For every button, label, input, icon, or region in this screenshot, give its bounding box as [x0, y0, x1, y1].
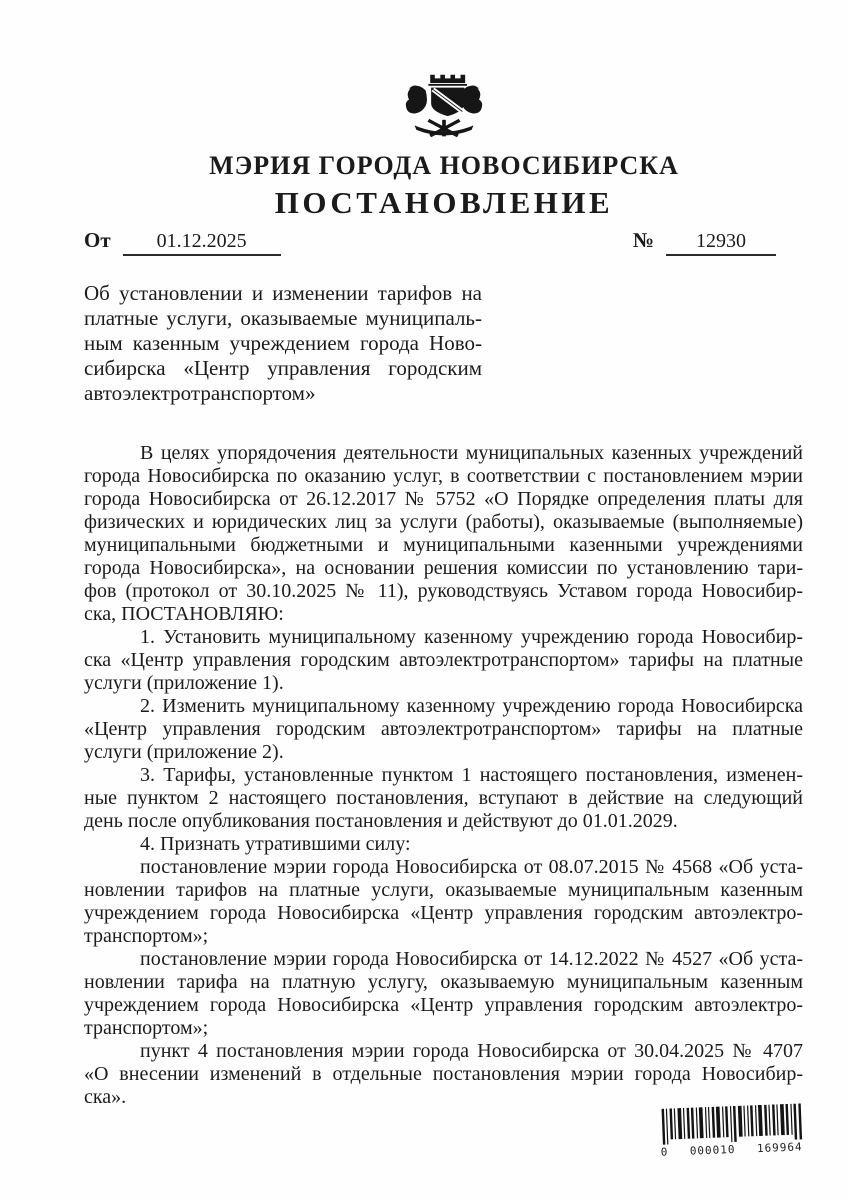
- barcode-digit-group: 169964: [756, 1140, 803, 1156]
- text-line: новлении тарифов на платные услуги, оказываемые муниципальным казенным: [84, 879, 803, 901]
- subject-line: сибирска «Центр управления городским: [84, 356, 482, 380]
- paragraph: [84, 1040, 803, 1109]
- text-line: транспортом»;: [84, 1017, 209, 1039]
- number-value: 12930: [666, 230, 776, 256]
- text-line: города Новосибирска от 26.12.2017 № 5752 «О Порядке определения платы для: [84, 488, 803, 510]
- subject-line: Об установлении и изменении тарифов на: [84, 281, 482, 305]
- paragraph: [84, 856, 803, 948]
- subject-line: ным казенным учреждением города Ново-: [84, 331, 482, 355]
- date-number-row: [84, 228, 802, 256]
- text-line: учреждением города Новосибирска «Центр управления городским автоэлектро-: [84, 902, 803, 924]
- text-line: транспортом»;: [84, 925, 209, 947]
- paragraph: [84, 833, 803, 856]
- document-header: [20, 68, 848, 221]
- paragraph: [84, 442, 803, 626]
- text-line: 3. Тарифы, установленные пунктом 1 настоящего постановления, изменен-: [140, 764, 803, 786]
- text-line: 2. Изменить муниципальному казенному учреждению города Новосибирска: [140, 695, 803, 717]
- org-name: МЭРИЯ ГОРОДА НОВОСИБИРСКА: [209, 151, 679, 180]
- subject-line: платные услуги, оказываемые муниципаль-: [84, 306, 482, 330]
- text-line: муниципальными бюджетными и муниципальными казенными учреждениями: [84, 534, 803, 556]
- body: [84, 442, 803, 1109]
- coat-of-arms-icon: [398, 68, 490, 144]
- number-group: [633, 228, 776, 256]
- date-label: От: [84, 228, 111, 252]
- text-line: постановление мэрии города Новосибирска от 08.07.2015 № 4568 «Об уста-: [140, 856, 803, 878]
- text-line: 4. Признать утратившими силу:: [140, 833, 411, 855]
- text-line: фов (протокол от 30.10.2025 № 11), руководствуясь Уставом города Новосибир-: [84, 580, 803, 602]
- barcode-digit-group: 000010: [689, 1142, 736, 1158]
- text-line: физических и юридических лиц за услуги (работы), оказываемые (выполняемые): [84, 511, 803, 533]
- barcode: [659, 1103, 807, 1159]
- text-line: день после опубликования постановления и действуют до 01.01.2029.: [84, 810, 678, 832]
- text-line: ска «Центр управления городским автоэлектротранспортом» тарифы на платные: [84, 649, 803, 671]
- text-line: ска, ПОСТАНОВЛЯЮ:: [84, 603, 284, 625]
- barcode-bars-icon: [659, 1103, 806, 1146]
- text-line: ска».: [84, 1086, 127, 1108]
- paragraph: [84, 695, 803, 764]
- text-line: В целях упорядочения деятельности муниципальных казенных учреждений: [140, 442, 803, 464]
- text-line: услуги (приложение 2).: [84, 741, 284, 763]
- text-line: 1. Установить муниципальному казенному учреждению города Новосибир-: [140, 626, 803, 648]
- text-line: постановление мэрии города Новосибирска от 14.12.2022 № 4527 «Об уста-: [140, 948, 803, 970]
- text-line: услуги (приложение 1).: [84, 672, 284, 694]
- paragraph: [84, 764, 803, 833]
- barcode-digit-group: 0: [660, 1145, 669, 1159]
- date-group: [84, 228, 281, 256]
- text-line: ные пунктом 2 настоящего постановления, вступают в действие на следующий: [84, 787, 803, 809]
- text-line: пункт 4 постановления мэрии города Новосибирска от 30.04.2025 № 4707: [140, 1040, 803, 1062]
- doc-type-title: ПОСТАНОВЛЕНИЕ: [274, 185, 614, 220]
- text-line: города Новосибирска по оказанию услуг, в соответствии с постановлением мэрии: [84, 465, 803, 487]
- subject: [84, 281, 482, 406]
- text-line: новлении тарифа на платную услугу, оказываемую муниципальным казенным: [84, 971, 803, 993]
- date-value: 01.12.2025: [123, 230, 281, 256]
- text-line: города Новосибирска», на основании решения комиссии по установлению тари-: [84, 557, 803, 579]
- text-line: «Центр управления городским автоэлектротранспортом» тарифы на платные: [84, 718, 803, 740]
- text-line: учреждением города Новосибирска «Центр управления городским автоэлектро-: [84, 994, 803, 1016]
- number-label: №: [632, 228, 654, 252]
- text-line: «О внесении изменений в отдельные постановления мэрии города Новосибир-: [84, 1063, 803, 1085]
- paragraph: [84, 626, 803, 695]
- subject-line: автоэлектротранспортом»: [84, 381, 316, 405]
- paragraph: [84, 948, 803, 1040]
